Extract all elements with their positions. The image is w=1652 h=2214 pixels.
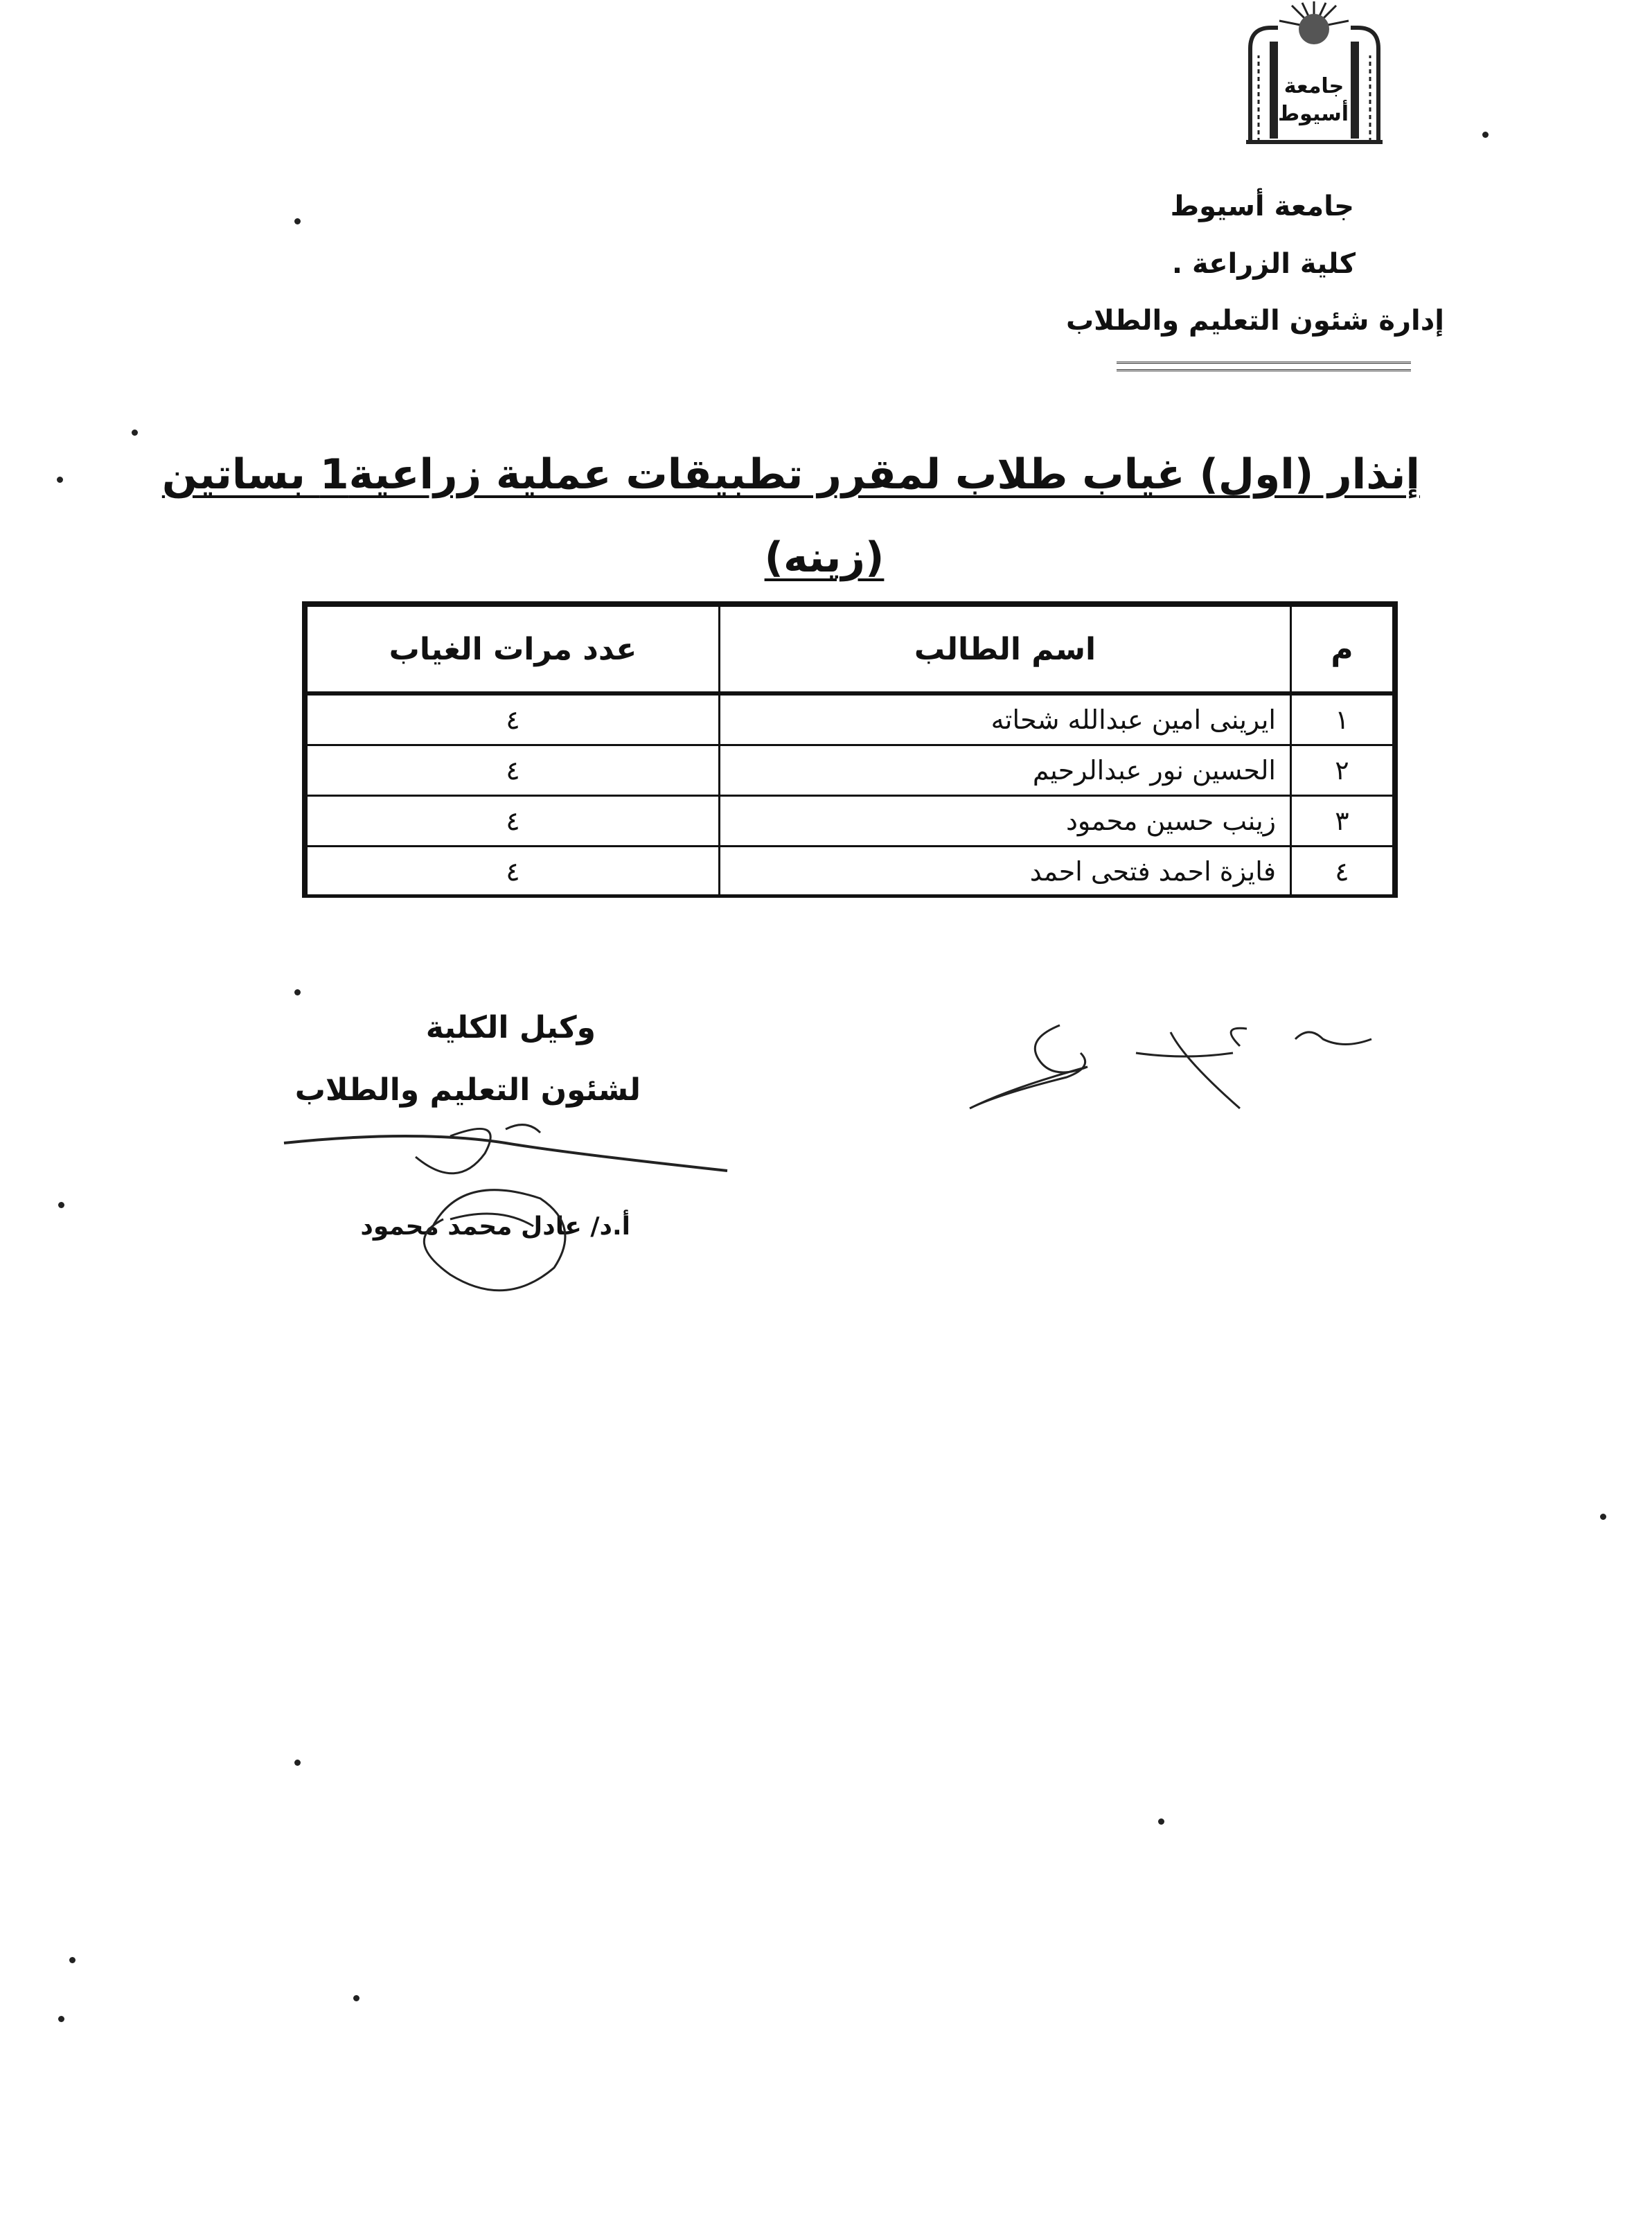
header-student-name: اسم الطالب xyxy=(720,606,1291,694)
header-number: م xyxy=(1291,606,1394,694)
table-row xyxy=(307,693,1394,745)
table-row xyxy=(307,847,1394,897)
scan-speck xyxy=(353,1995,359,2001)
row-number: ٢ xyxy=(1291,745,1394,796)
document-subtitle: (زينه) xyxy=(764,533,885,582)
header-absences: عدد مرات الغياب xyxy=(307,606,720,694)
table-header-row xyxy=(307,606,1394,694)
row-number: ١ xyxy=(1291,693,1394,745)
row-absences: ٤ xyxy=(307,745,720,796)
scan-speck xyxy=(1158,1818,1164,1825)
scan-speck xyxy=(58,2016,64,2022)
row-student-name: فايزة احمد فتحى احمد xyxy=(720,847,1291,897)
absence-table xyxy=(302,601,1398,898)
document-title: إنذار (اول) غياب طلاب لمقرر تطبيقات عملية زراعية1 بساتين xyxy=(161,450,1420,499)
row-absences: ٤ xyxy=(307,847,720,897)
handwritten-signature-right xyxy=(956,1011,1385,1136)
row-student-name: زينب حسين محمود xyxy=(720,796,1291,847)
row-number: ٣ xyxy=(1291,796,1394,847)
signatory-name: أ.د/ عادل محمد محمود xyxy=(360,1212,630,1241)
scan-speck xyxy=(132,429,138,436)
row-number: ٤ xyxy=(1291,847,1394,897)
scan-speck xyxy=(57,477,63,483)
row-absences: ٤ xyxy=(307,693,720,745)
faculty-name: كلية الزراعة . xyxy=(1171,248,1356,280)
logo-text: جامعة أسيوط xyxy=(1278,74,1349,126)
row-student-name: الحسين نور عبدالرحيم xyxy=(720,745,1291,796)
signatory-title-line2: لشئون التعليم والطلاب xyxy=(294,1072,641,1108)
absence-table-grid xyxy=(305,605,1394,898)
university-logo xyxy=(1236,0,1392,149)
row-absences: ٤ xyxy=(307,796,720,847)
scan-speck xyxy=(294,1760,301,1766)
scan-speck xyxy=(58,1202,64,1208)
scan-speck xyxy=(69,1957,76,1963)
scan-speck xyxy=(294,218,301,224)
header-divider xyxy=(1117,362,1411,371)
row-student-name: ايرينى امين عبدالله شحاته xyxy=(720,693,1291,745)
scan-speck xyxy=(1600,1514,1606,1520)
table-row xyxy=(307,796,1394,847)
handwritten-signature-left xyxy=(277,1115,748,1309)
scan-speck xyxy=(1482,132,1489,138)
table-row xyxy=(307,745,1394,796)
signatory-title-line1: وكيل الكلية xyxy=(425,1010,596,1045)
scan-speck xyxy=(294,989,301,995)
university-name: جامعة أسيوط xyxy=(1170,191,1354,222)
department-name: إدارة شئون التعليم والطلاب xyxy=(1065,305,1444,337)
